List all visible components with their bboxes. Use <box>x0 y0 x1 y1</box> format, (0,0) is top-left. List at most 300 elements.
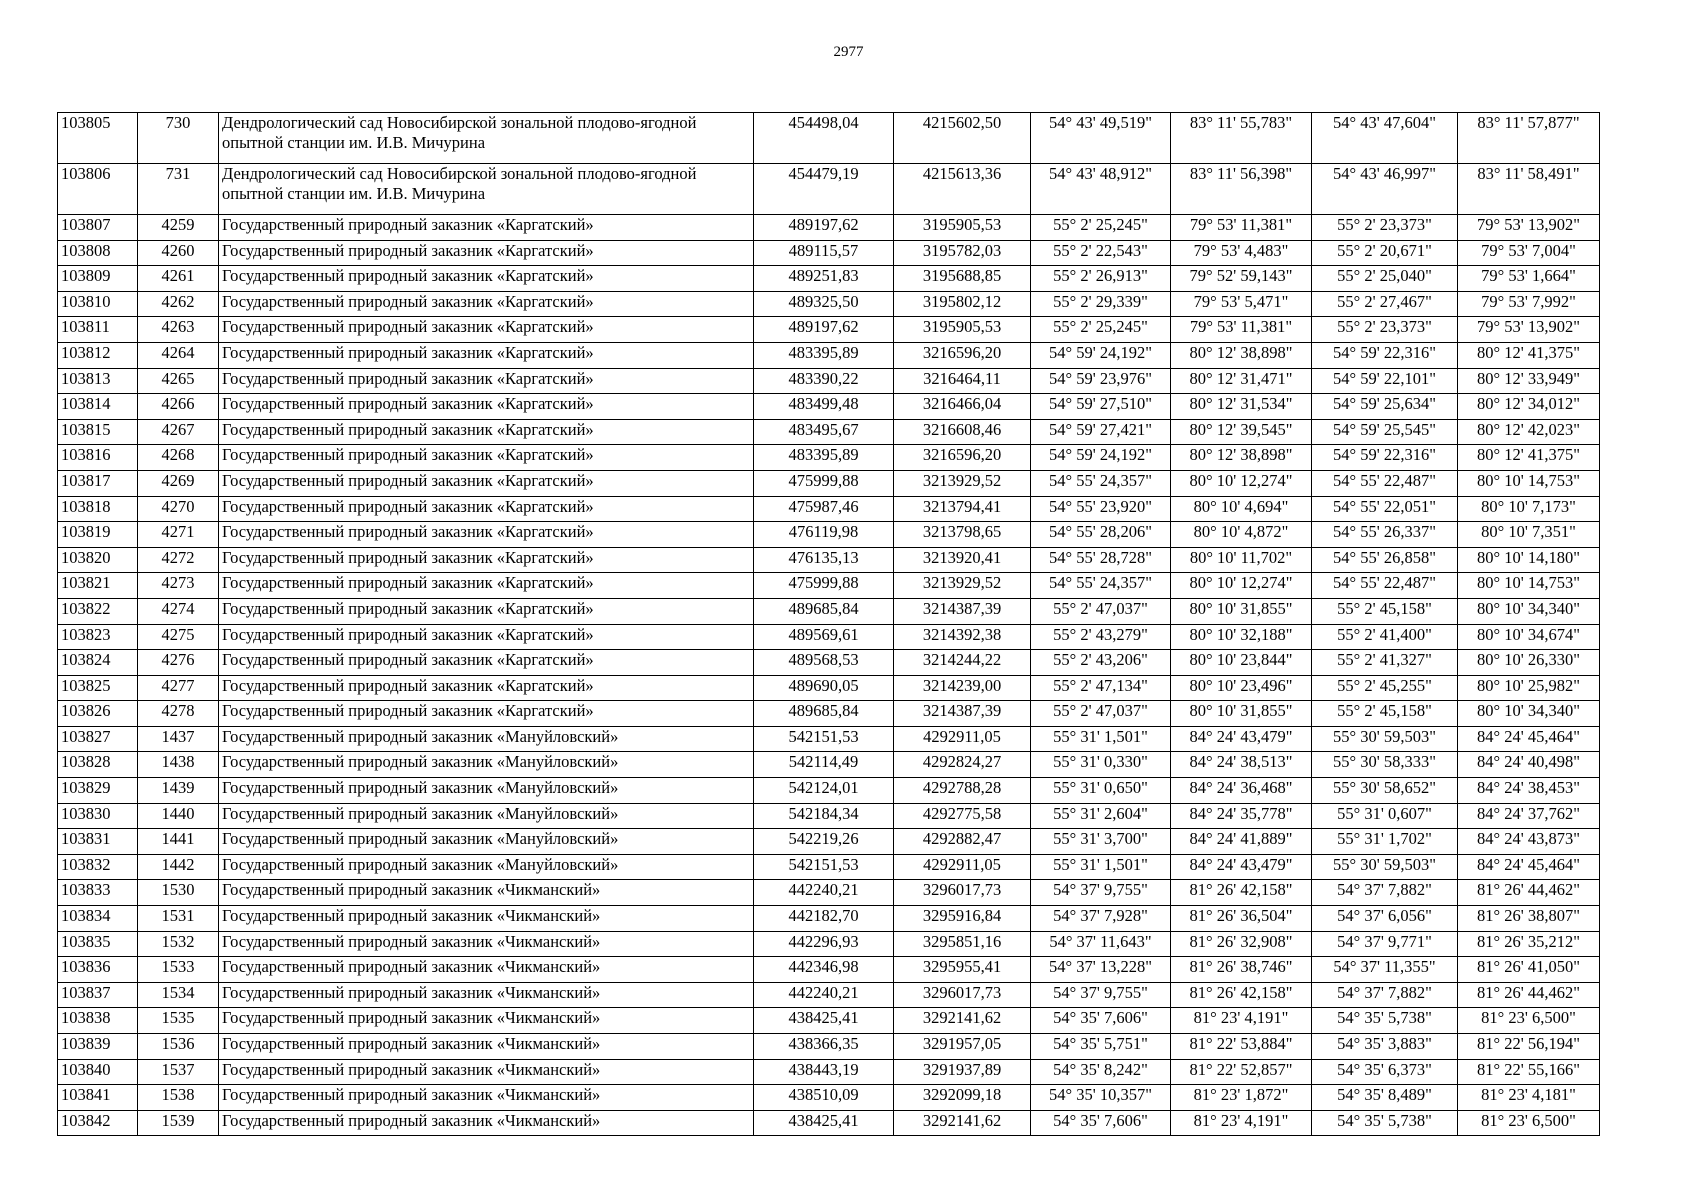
coord-y-cell: 3214239,00 <box>894 675 1031 701</box>
record-id-cell: 103835 <box>58 931 138 957</box>
object-name-cell: Государственный природный заказник «Каргатский» <box>219 650 754 676</box>
table-row <box>58 598 1600 624</box>
coord-y-cell: 3296017,73 <box>894 880 1031 906</box>
longitude-1-cell: 80° 10' 11,702" <box>1171 547 1312 573</box>
longitude-1-cell: 80° 12' 38,898" <box>1171 445 1312 471</box>
latitude-1-cell: 54° 43' 49,519" <box>1031 113 1171 164</box>
point-number-cell: 1534 <box>138 982 219 1008</box>
point-number-cell: 4276 <box>138 650 219 676</box>
coord-y-cell: 3292141,62 <box>894 1110 1031 1136</box>
latitude-1-cell: 54° 59' 23,976" <box>1031 368 1171 394</box>
object-name-cell: Государственный природный заказник «Каргатский» <box>219 215 754 241</box>
table-row <box>58 240 1600 266</box>
latitude-2-cell: 54° 35' 3,883" <box>1312 1034 1458 1060</box>
latitude-1-cell: 54° 37' 7,928" <box>1031 906 1171 932</box>
record-id-cell: 103821 <box>58 573 138 599</box>
record-id-cell: 103822 <box>58 598 138 624</box>
record-id-cell: 103814 <box>58 394 138 420</box>
point-number-cell: 4268 <box>138 445 219 471</box>
coord-y-cell: 3296017,73 <box>894 982 1031 1008</box>
record-id-cell: 103829 <box>58 778 138 804</box>
latitude-2-cell: 55° 2' 27,467" <box>1312 291 1458 317</box>
record-id-cell: 103839 <box>58 1034 138 1060</box>
coord-y-cell: 3213929,52 <box>894 470 1031 496</box>
coord-x-cell: 475999,88 <box>754 470 894 496</box>
object-name-cell: Государственный природный заказник «Каргатский» <box>219 342 754 368</box>
object-name-cell: Государственный природный заказник «Каргатский» <box>219 573 754 599</box>
object-name-cell: Государственный природный заказник «Каргатский» <box>219 291 754 317</box>
table-row <box>58 573 1600 599</box>
coord-x-cell: 483495,67 <box>754 419 894 445</box>
object-name-cell: Государственный природный заказник «Каргатский» <box>219 701 754 727</box>
table-row <box>58 522 1600 548</box>
latitude-1-cell: 55° 2' 26,913" <box>1031 266 1171 292</box>
coord-y-cell: 3291957,05 <box>894 1034 1031 1060</box>
longitude-2-cell: 81° 26' 44,462" <box>1458 880 1600 906</box>
coord-x-cell: 442240,21 <box>754 982 894 1008</box>
point-number-cell: 1530 <box>138 880 219 906</box>
object-name-cell: Государственный природный заказник «Чикманский» <box>219 880 754 906</box>
coord-y-cell: 3195782,03 <box>894 240 1031 266</box>
coord-y-cell: 3213920,41 <box>894 547 1031 573</box>
coord-x-cell: 489197,62 <box>754 215 894 241</box>
latitude-2-cell: 54° 55' 26,858" <box>1312 547 1458 573</box>
longitude-2-cell: 84° 24' 45,464" <box>1458 854 1600 880</box>
longitude-2-cell: 80° 12' 42,023" <box>1458 419 1600 445</box>
longitude-1-cell: 81° 26' 42,158" <box>1171 880 1312 906</box>
longitude-1-cell: 79° 53' 5,471" <box>1171 291 1312 317</box>
latitude-2-cell: 54° 59' 22,316" <box>1312 445 1458 471</box>
coord-x-cell: 542219,26 <box>754 829 894 855</box>
record-id-cell: 103807 <box>58 215 138 241</box>
longitude-2-cell: 80° 10' 34,340" <box>1458 598 1600 624</box>
record-id-cell: 103841 <box>58 1085 138 1111</box>
object-name-cell: Государственный природный заказник «Мануйловский» <box>219 752 754 778</box>
latitude-2-cell: 55° 2' 25,040" <box>1312 266 1458 292</box>
coord-y-cell: 3195802,12 <box>894 291 1031 317</box>
coord-x-cell: 483499,48 <box>754 394 894 420</box>
latitude-2-cell: 55° 2' 23,373" <box>1312 215 1458 241</box>
record-id-cell: 103811 <box>58 317 138 343</box>
point-number-cell: 1537 <box>138 1059 219 1085</box>
latitude-2-cell: 54° 59' 22,316" <box>1312 342 1458 368</box>
table-row <box>58 445 1600 471</box>
longitude-2-cell: 81° 22' 55,166" <box>1458 1059 1600 1085</box>
coord-x-cell: 489251,83 <box>754 266 894 292</box>
point-number-cell: 4275 <box>138 624 219 650</box>
longitude-2-cell: 80° 10' 14,180" <box>1458 547 1600 573</box>
coord-y-cell: 3292099,18 <box>894 1085 1031 1111</box>
latitude-2-cell: 55° 30' 59,503" <box>1312 854 1458 880</box>
record-id-cell: 103831 <box>58 829 138 855</box>
latitude-1-cell: 55° 2' 47,037" <box>1031 701 1171 727</box>
point-number-cell: 731 <box>138 164 219 215</box>
latitude-2-cell: 55° 2' 45,255" <box>1312 675 1458 701</box>
coord-y-cell: 4215613,36 <box>894 164 1031 215</box>
longitude-1-cell: 84° 24' 43,479" <box>1171 726 1312 752</box>
record-id-cell: 103823 <box>58 624 138 650</box>
point-number-cell: 4260 <box>138 240 219 266</box>
point-number-cell: 1536 <box>138 1034 219 1060</box>
coord-x-cell: 489685,84 <box>754 598 894 624</box>
table-row <box>58 1034 1600 1060</box>
latitude-2-cell: 55° 30' 59,503" <box>1312 726 1458 752</box>
coord-x-cell: 542114,49 <box>754 752 894 778</box>
latitude-1-cell: 54° 55' 28,206" <box>1031 522 1171 548</box>
longitude-1-cell: 79° 53' 4,483" <box>1171 240 1312 266</box>
coord-x-cell: 489325,50 <box>754 291 894 317</box>
record-id-cell: 103826 <box>58 701 138 727</box>
coord-y-cell: 3216608,46 <box>894 419 1031 445</box>
object-name-cell: Государственный природный заказник «Каргатский» <box>219 419 754 445</box>
point-number-cell: 4263 <box>138 317 219 343</box>
coord-y-cell: 3213794,41 <box>894 496 1031 522</box>
coord-x-cell: 489690,05 <box>754 675 894 701</box>
object-name-cell: Государственный природный заказник «Каргатский» <box>219 266 754 292</box>
table-row <box>58 1008 1600 1034</box>
longitude-2-cell: 81° 26' 44,462" <box>1458 982 1600 1008</box>
table-row <box>58 1110 1600 1136</box>
table-row <box>58 803 1600 829</box>
coord-x-cell: 483395,89 <box>754 445 894 471</box>
longitude-1-cell: 81° 23' 4,191" <box>1171 1110 1312 1136</box>
latitude-2-cell: 54° 59' 25,545" <box>1312 419 1458 445</box>
object-name-cell: Государственный природный заказник «Каргатский» <box>219 547 754 573</box>
longitude-2-cell: 79° 53' 7,004" <box>1458 240 1600 266</box>
longitude-1-cell: 80° 12' 31,471" <box>1171 368 1312 394</box>
point-number-cell: 4277 <box>138 675 219 701</box>
coord-y-cell: 4292911,05 <box>894 726 1031 752</box>
coord-y-cell: 3195905,53 <box>894 215 1031 241</box>
object-name-cell: Дендрологический сад Новосибирской зональной плодово-ягодной опытной станции им. И.В. Мичурина <box>219 164 754 215</box>
table-row <box>58 675 1600 701</box>
point-number-cell: 1533 <box>138 957 219 983</box>
coord-x-cell: 489115,57 <box>754 240 894 266</box>
latitude-2-cell: 55° 2' 45,158" <box>1312 598 1458 624</box>
coord-x-cell: 489685,84 <box>754 701 894 727</box>
point-number-cell: 4272 <box>138 547 219 573</box>
record-id-cell: 103840 <box>58 1059 138 1085</box>
coord-x-cell: 475999,88 <box>754 573 894 599</box>
latitude-1-cell: 55° 31' 1,501" <box>1031 726 1171 752</box>
object-name-cell: Государственный природный заказник «Каргатский» <box>219 394 754 420</box>
object-name-cell: Государственный природный заказник «Каргатский» <box>219 445 754 471</box>
longitude-1-cell: 80° 10' 31,855" <box>1171 701 1312 727</box>
latitude-1-cell: 54° 55' 24,357" <box>1031 573 1171 599</box>
latitude-2-cell: 54° 55' 22,051" <box>1312 496 1458 522</box>
latitude-2-cell: 54° 43' 46,997" <box>1312 164 1458 215</box>
longitude-1-cell: 80° 10' 31,855" <box>1171 598 1312 624</box>
latitude-2-cell: 54° 35' 6,373" <box>1312 1059 1458 1085</box>
longitude-2-cell: 81° 26' 38,807" <box>1458 906 1600 932</box>
latitude-1-cell: 54° 35' 5,751" <box>1031 1034 1171 1060</box>
object-name-cell: Государственный природный заказник «Каргатский» <box>219 624 754 650</box>
point-number-cell: 4264 <box>138 342 219 368</box>
coord-x-cell: 476135,13 <box>754 547 894 573</box>
latitude-2-cell: 55° 31' 0,607" <box>1312 803 1458 829</box>
latitude-2-cell: 54° 55' 26,337" <box>1312 522 1458 548</box>
object-name-cell: Государственный природный заказник «Мануйловский» <box>219 778 754 804</box>
coord-x-cell: 454479,19 <box>754 164 894 215</box>
latitude-1-cell: 54° 59' 24,192" <box>1031 445 1171 471</box>
latitude-2-cell: 54° 37' 9,771" <box>1312 931 1458 957</box>
latitude-2-cell: 55° 2' 45,158" <box>1312 701 1458 727</box>
table-row <box>58 419 1600 445</box>
coord-y-cell: 4292788,28 <box>894 778 1031 804</box>
longitude-1-cell: 81° 26' 36,504" <box>1171 906 1312 932</box>
point-number-cell: 1439 <box>138 778 219 804</box>
table-row <box>58 701 1600 727</box>
longitude-1-cell: 81° 26' 42,158" <box>1171 982 1312 1008</box>
longitude-1-cell: 84° 24' 36,468" <box>1171 778 1312 804</box>
point-number-cell: 4266 <box>138 394 219 420</box>
latitude-2-cell: 55° 31' 1,702" <box>1312 829 1458 855</box>
point-number-cell: 4269 <box>138 470 219 496</box>
record-id-cell: 103813 <box>58 368 138 394</box>
longitude-1-cell: 80° 12' 31,534" <box>1171 394 1312 420</box>
table-body <box>58 113 1600 1136</box>
longitude-2-cell: 80° 10' 7,173" <box>1458 496 1600 522</box>
longitude-2-cell: 84° 24' 37,762" <box>1458 803 1600 829</box>
record-id-cell: 103815 <box>58 419 138 445</box>
coord-y-cell: 3295851,16 <box>894 931 1031 957</box>
latitude-1-cell: 55° 31' 2,604" <box>1031 803 1171 829</box>
latitude-1-cell: 55° 2' 43,279" <box>1031 624 1171 650</box>
longitude-2-cell: 81° 26' 41,050" <box>1458 957 1600 983</box>
table-row <box>58 829 1600 855</box>
coord-x-cell: 442240,21 <box>754 880 894 906</box>
longitude-2-cell: 81° 26' 35,212" <box>1458 931 1600 957</box>
table-row <box>58 854 1600 880</box>
latitude-1-cell: 55° 2' 25,245" <box>1031 215 1171 241</box>
coord-x-cell: 442296,93 <box>754 931 894 957</box>
longitude-1-cell: 81° 22' 53,884" <box>1171 1034 1312 1060</box>
table-row <box>58 624 1600 650</box>
longitude-2-cell: 80° 10' 7,351" <box>1458 522 1600 548</box>
latitude-1-cell: 54° 59' 24,192" <box>1031 342 1171 368</box>
point-number-cell: 4265 <box>138 368 219 394</box>
coordinates-table <box>57 112 1600 1136</box>
object-name-cell: Государственный природный заказник «Чикманский» <box>219 1110 754 1136</box>
latitude-2-cell: 54° 37' 11,355" <box>1312 957 1458 983</box>
point-number-cell: 1440 <box>138 803 219 829</box>
latitude-2-cell: 54° 37' 7,882" <box>1312 880 1458 906</box>
record-id-cell: 103824 <box>58 650 138 676</box>
longitude-2-cell: 84° 24' 40,498" <box>1458 752 1600 778</box>
record-id-cell: 103820 <box>58 547 138 573</box>
coord-x-cell: 542184,34 <box>754 803 894 829</box>
table-row <box>58 752 1600 778</box>
longitude-1-cell: 80° 10' 4,872" <box>1171 522 1312 548</box>
point-number-cell: 1531 <box>138 906 219 932</box>
latitude-2-cell: 55° 30' 58,652" <box>1312 778 1458 804</box>
point-number-cell: 1438 <box>138 752 219 778</box>
coord-x-cell: 542151,53 <box>754 854 894 880</box>
longitude-2-cell: 80° 10' 14,753" <box>1458 573 1600 599</box>
point-number-cell: 1539 <box>138 1110 219 1136</box>
latitude-2-cell: 54° 55' 22,487" <box>1312 573 1458 599</box>
object-name-cell: Государственный природный заказник «Каргатский» <box>219 470 754 496</box>
record-id-cell: 103818 <box>58 496 138 522</box>
longitude-1-cell: 81° 26' 38,746" <box>1171 957 1312 983</box>
object-name-cell: Государственный природный заказник «Чикманский» <box>219 1008 754 1034</box>
coord-y-cell: 3295916,84 <box>894 906 1031 932</box>
record-id-cell: 103842 <box>58 1110 138 1136</box>
longitude-1-cell: 81° 23' 4,191" <box>1171 1008 1312 1034</box>
table-row <box>58 880 1600 906</box>
latitude-1-cell: 55° 2' 25,245" <box>1031 317 1171 343</box>
longitude-1-cell: 83° 11' 55,783" <box>1171 113 1312 164</box>
table-row <box>58 113 1600 164</box>
point-number-cell: 730 <box>138 113 219 164</box>
longitude-1-cell: 80° 10' 12,274" <box>1171 470 1312 496</box>
longitude-1-cell: 84° 24' 41,889" <box>1171 829 1312 855</box>
record-id-cell: 103837 <box>58 982 138 1008</box>
coord-y-cell: 4215602,50 <box>894 113 1031 164</box>
point-number-cell: 4271 <box>138 522 219 548</box>
table-row <box>58 291 1600 317</box>
coord-y-cell: 3195688,85 <box>894 266 1031 292</box>
longitude-2-cell: 84° 24' 45,464" <box>1458 726 1600 752</box>
record-id-cell: 103819 <box>58 522 138 548</box>
latitude-2-cell: 54° 35' 5,738" <box>1312 1110 1458 1136</box>
longitude-1-cell: 80° 10' 12,274" <box>1171 573 1312 599</box>
table-row <box>58 215 1600 241</box>
longitude-1-cell: 80° 12' 38,898" <box>1171 342 1312 368</box>
record-id-cell: 103817 <box>58 470 138 496</box>
longitude-2-cell: 81° 23' 6,500" <box>1458 1008 1600 1034</box>
latitude-2-cell: 54° 35' 5,738" <box>1312 1008 1458 1034</box>
longitude-2-cell: 79° 53' 7,992" <box>1458 291 1600 317</box>
record-id-cell: 103805 <box>58 113 138 164</box>
longitude-1-cell: 81° 26' 32,908" <box>1171 931 1312 957</box>
coord-y-cell: 3214244,22 <box>894 650 1031 676</box>
coord-x-cell: 475987,46 <box>754 496 894 522</box>
page-number: 2977 <box>833 44 864 60</box>
coord-x-cell: 542151,53 <box>754 726 894 752</box>
table-row <box>58 957 1600 983</box>
coord-x-cell: 489197,62 <box>754 317 894 343</box>
table-row <box>58 726 1600 752</box>
point-number-cell: 1437 <box>138 726 219 752</box>
latitude-1-cell: 54° 37' 9,755" <box>1031 880 1171 906</box>
table-row <box>58 982 1600 1008</box>
point-number-cell: 1441 <box>138 829 219 855</box>
longitude-2-cell: 80° 10' 26,330" <box>1458 650 1600 676</box>
coord-x-cell: 438443,19 <box>754 1059 894 1085</box>
latitude-1-cell: 54° 37' 11,643" <box>1031 931 1171 957</box>
latitude-2-cell: 54° 37' 6,056" <box>1312 906 1458 932</box>
longitude-2-cell: 79° 53' 13,902" <box>1458 317 1600 343</box>
object-name-cell: Государственный природный заказник «Чикманский» <box>219 1059 754 1085</box>
table-row <box>58 496 1600 522</box>
longitude-2-cell: 80° 10' 14,753" <box>1458 470 1600 496</box>
point-number-cell: 4274 <box>138 598 219 624</box>
latitude-2-cell: 55° 2' 23,373" <box>1312 317 1458 343</box>
point-number-cell: 4273 <box>138 573 219 599</box>
record-id-cell: 103827 <box>58 726 138 752</box>
coord-x-cell: 483390,22 <box>754 368 894 394</box>
object-name-cell: Государственный природный заказник «Каргатский» <box>219 675 754 701</box>
latitude-2-cell: 55° 2' 41,327" <box>1312 650 1458 676</box>
longitude-2-cell: 81° 22' 56,194" <box>1458 1034 1600 1060</box>
latitude-1-cell: 54° 35' 8,242" <box>1031 1059 1171 1085</box>
record-id-cell: 103816 <box>58 445 138 471</box>
coord-y-cell: 3295955,41 <box>894 957 1031 983</box>
longitude-2-cell: 80° 12' 41,375" <box>1458 445 1600 471</box>
longitude-2-cell: 80° 10' 25,982" <box>1458 675 1600 701</box>
latitude-1-cell: 55° 2' 47,134" <box>1031 675 1171 701</box>
longitude-2-cell: 84° 24' 43,873" <box>1458 829 1600 855</box>
record-id-cell: 103834 <box>58 906 138 932</box>
latitude-2-cell: 54° 43' 47,604" <box>1312 113 1458 164</box>
latitude-1-cell: 55° 2' 22,543" <box>1031 240 1171 266</box>
object-name-cell: Государственный природный заказник «Мануйловский» <box>219 803 754 829</box>
latitude-2-cell: 55° 2' 41,400" <box>1312 624 1458 650</box>
longitude-1-cell: 81° 22' 52,857" <box>1171 1059 1312 1085</box>
coord-x-cell: 476119,98 <box>754 522 894 548</box>
record-id-cell: 103833 <box>58 880 138 906</box>
table-row <box>58 547 1600 573</box>
point-number-cell: 4262 <box>138 291 219 317</box>
latitude-1-cell: 54° 37' 13,228" <box>1031 957 1171 983</box>
coord-y-cell: 3292141,62 <box>894 1008 1031 1034</box>
latitude-1-cell: 54° 35' 7,606" <box>1031 1110 1171 1136</box>
longitude-2-cell: 83° 11' 57,877" <box>1458 113 1600 164</box>
object-name-cell: Государственный природный заказник «Чикманский» <box>219 931 754 957</box>
longitude-2-cell: 79° 53' 13,902" <box>1458 215 1600 241</box>
coord-x-cell: 442346,98 <box>754 957 894 983</box>
longitude-2-cell: 84° 24' 38,453" <box>1458 778 1600 804</box>
longitude-1-cell: 84° 24' 43,479" <box>1171 854 1312 880</box>
record-id-cell: 103832 <box>58 854 138 880</box>
longitude-1-cell: 84° 24' 35,778" <box>1171 803 1312 829</box>
record-id-cell: 103812 <box>58 342 138 368</box>
longitude-1-cell: 84° 24' 38,513" <box>1171 752 1312 778</box>
longitude-1-cell: 80° 10' 23,844" <box>1171 650 1312 676</box>
latitude-1-cell: 55° 2' 43,206" <box>1031 650 1171 676</box>
latitude-1-cell: 54° 59' 27,421" <box>1031 419 1171 445</box>
longitude-1-cell: 80° 10' 32,188" <box>1171 624 1312 650</box>
latitude-1-cell: 54° 59' 27,510" <box>1031 394 1171 420</box>
latitude-1-cell: 54° 55' 24,357" <box>1031 470 1171 496</box>
latitude-1-cell: 55° 2' 29,339" <box>1031 291 1171 317</box>
coord-y-cell: 3291937,89 <box>894 1059 1031 1085</box>
record-id-cell: 103825 <box>58 675 138 701</box>
point-number-cell: 1535 <box>138 1008 219 1034</box>
latitude-1-cell: 54° 55' 23,920" <box>1031 496 1171 522</box>
object-name-cell: Государственный природный заказник «Каргатский» <box>219 522 754 548</box>
latitude-1-cell: 54° 55' 28,728" <box>1031 547 1171 573</box>
latitude-1-cell: 55° 31' 0,650" <box>1031 778 1171 804</box>
table-row <box>58 778 1600 804</box>
longitude-1-cell: 79° 53' 11,381" <box>1171 215 1312 241</box>
object-name-cell: Государственный природный заказник «Чикманский» <box>219 982 754 1008</box>
longitude-1-cell: 80° 10' 4,694" <box>1171 496 1312 522</box>
longitude-1-cell: 81° 23' 1,872" <box>1171 1085 1312 1111</box>
longitude-2-cell: 79° 53' 1,664" <box>1458 266 1600 292</box>
object-name-cell: Государственный природный заказник «Мануйловский» <box>219 854 754 880</box>
table-row <box>58 317 1600 343</box>
longitude-2-cell: 80° 10' 34,340" <box>1458 701 1600 727</box>
point-number-cell: 4278 <box>138 701 219 727</box>
table-row <box>58 931 1600 957</box>
point-number-cell: 1442 <box>138 854 219 880</box>
object-name-cell: Государственный природный заказник «Каргатский» <box>219 317 754 343</box>
coord-y-cell: 3214387,39 <box>894 701 1031 727</box>
object-name-cell: Государственный природный заказник «Каргатский» <box>219 598 754 624</box>
longitude-2-cell: 80° 12' 33,949" <box>1458 368 1600 394</box>
